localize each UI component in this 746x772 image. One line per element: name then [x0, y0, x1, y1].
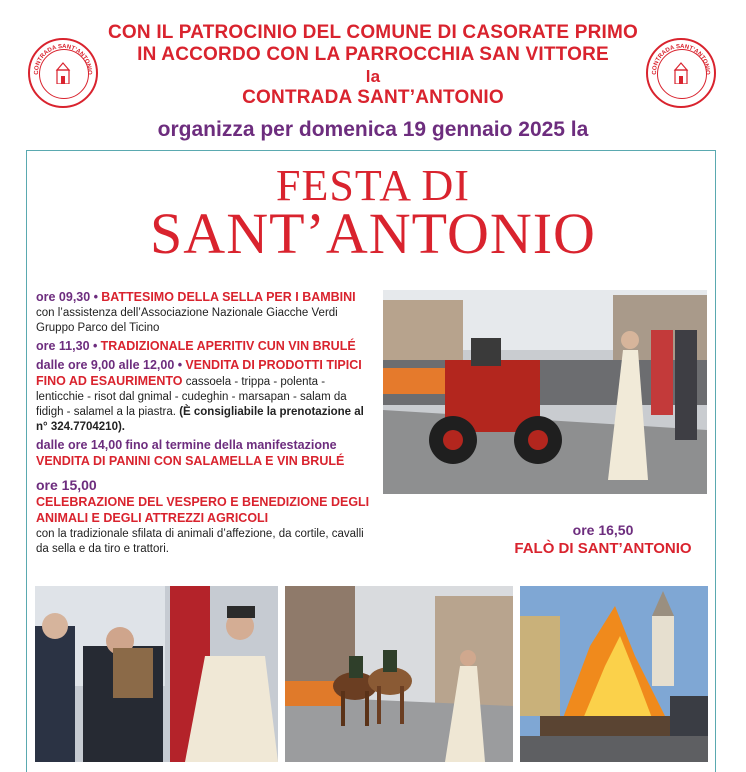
- program-item: [36, 290, 376, 336]
- title-sant-antonio: SANT’ANTONIO: [150, 201, 596, 266]
- program-item: [36, 478, 376, 557]
- falo-box: [498, 522, 708, 557]
- program-event: VENDITA DI PRODOTTI TIPICI FINO AD ESAURIMENTO: [36, 358, 362, 388]
- photo-animal-blessing: [35, 586, 278, 762]
- program-time: ore 11,30 •: [36, 339, 98, 353]
- photo-tractor-parade: [383, 290, 707, 494]
- patronage-line-4: CONTRADA SANT’ANTONIO: [242, 87, 504, 108]
- title-festa-di: FESTA DI: [276, 161, 470, 210]
- program-time: ore 15,00: [36, 477, 97, 493]
- seal-right-text: CONTRADA SANT’ANTONIO: [651, 43, 711, 75]
- svg-text:CONTRADA SANT’ANTONIO: [652, 44, 710, 75]
- program-desc: con la tradizionale sfilata di animali d’affezione, da cortile, cavalli da sella e da tiro e trattori.: [36, 528, 364, 555]
- patronage-line-1: CON IL PATROCINIO DEL COMUNE DI CASORATE PRIMO: [108, 22, 638, 43]
- program-item: [36, 339, 376, 355]
- program-list: [36, 290, 376, 560]
- program-time-suffix: fino al termine della manifestazione: [125, 438, 337, 452]
- program-event: VENDITA DI PANINI CON SALAMELLA E VIN BRULÉ: [36, 454, 345, 468]
- seal-left-text: CONTRADA SANT’ANTONIO: [33, 43, 93, 75]
- program-time: dalle ore 9,00 alle 12,00 •: [36, 358, 183, 372]
- program-time: ore 09,30 •: [36, 290, 99, 304]
- program-item: [36, 358, 376, 435]
- program-item: [36, 438, 376, 470]
- falo-event: FALÒ DI SANT’ANTONIO: [514, 540, 692, 557]
- contrada-seal-right-icon: [646, 38, 716, 108]
- photo-bonfire: [520, 586, 708, 762]
- program-event: CELEBRAZIONE DEL VESPERO E BENEDIZIONE DEGLI ANIMALI E DEGLI ATTREZZI AGRICOLI: [36, 495, 370, 525]
- photo-horse-parade: [285, 586, 513, 762]
- patronage-line-2: IN ACCORDO CON LA PARROCCHIA SAN VITTORE: [137, 44, 609, 65]
- program-desc: con l’assistenza dell’Associazione Nazionale Giacche Verdi Gruppo Parco del Ticino: [36, 307, 338, 334]
- organizza-line: organizza per domenica 19 gennaio 2025 la: [157, 118, 589, 141]
- program-desc: cassoela - trippa - polenta - lenticchie - risot dal gnimal - cudeghin - marsapan - salam da fidigh - salamel a la piastra.: [36, 376, 347, 418]
- program-time: dalle ore 14,00: [36, 438, 123, 452]
- program-event: TRADIZIONALE APERITIV CUN VIN BRULÉ: [100, 339, 356, 353]
- patronage-line-3: la: [365, 67, 381, 86]
- program-note: (È consigliabile la prenotazione al n° 324.7704210).: [36, 406, 364, 433]
- falo-time: ore 16,50: [572, 522, 634, 538]
- program-event: BATTESIMO DELLA SELLA PER I BAMBINI: [101, 290, 356, 304]
- contrada-seal-left-icon: [28, 38, 98, 108]
- svg-text:CONTRADA SANT’ANTONIO: [34, 44, 92, 75]
